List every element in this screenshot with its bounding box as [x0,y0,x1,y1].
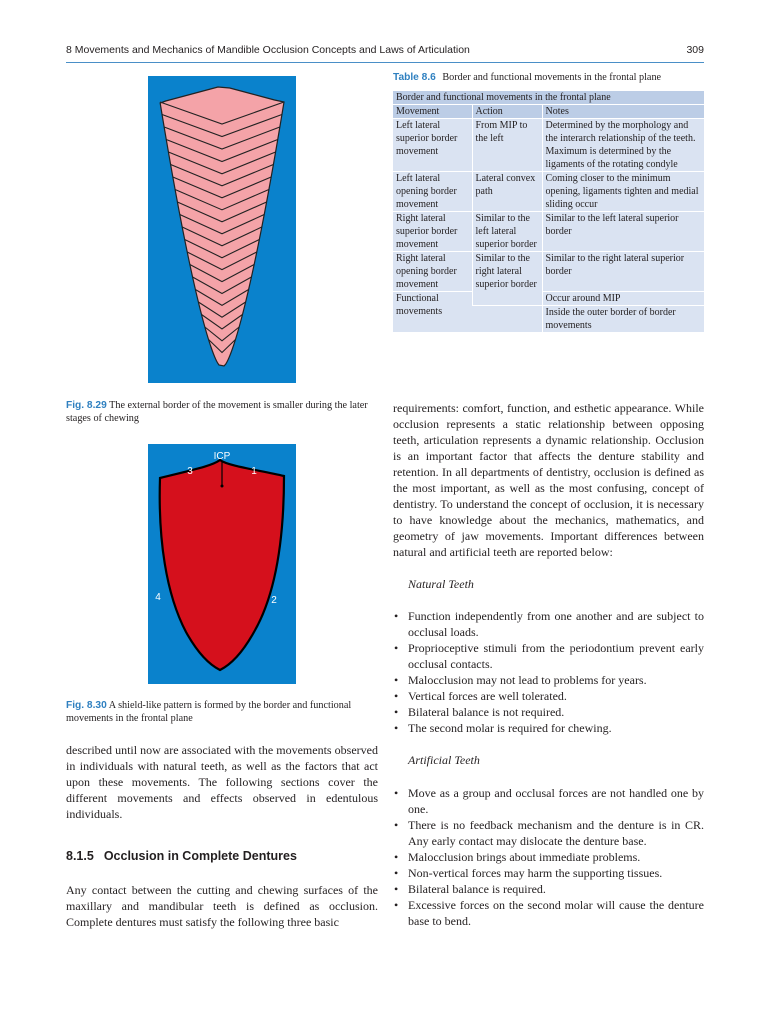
natural-teeth-list [393,608,704,736]
point-label-3: 3 [187,466,193,477]
list-item: • There is no feedback mechanism and the denture is in CR. Any early contact may dislocate the denture base. [393,817,704,849]
list-item: • Move as a group and occlusal forces are not handled one by one. [393,785,704,817]
running-head [66,44,704,62]
table-banner-row [393,91,704,105]
artificial-teeth-list [393,785,704,929]
list-item: • Non-vertical forces may harm the supporting tissues. [393,865,704,881]
cell-notes: Similar to the left lateral superior border [542,212,704,252]
section-number: 8.1.5 [66,849,94,863]
table-row [393,172,704,212]
cell-movement: Left lateral opening border movement [393,172,472,212]
figure-8-30-caption-text: A shield-like pattern is formed by the border and functional movements in the frontal plane [66,700,352,724]
cell-notes: Similar to the right lateral superior border [542,252,704,292]
col-header-movement: Movement [393,105,472,119]
cell-notes: Determined by the morphology and the interarch relationship of the teeth. Maximum is determined by the ligaments of the rotating condyle [542,119,704,172]
paragraph: Any contact between the cutting and chewing surfaces of the maxillary and mandibular teeth is defined as occlusion. Complete dentures must satisfy the following three basic [66,883,378,929]
figure-8-29 [148,76,296,383]
left-paragraph-continued [66,742,378,822]
cell-notes: Inside the outer border of border movements [542,306,704,333]
table-8-6 [393,91,704,332]
artificial-teeth-heading: Artificial Teeth [408,753,480,767]
paragraph: requirements: comfort, function, and esthetic appearance. While occlusion represents a static relationship between opposing teeth, articulation represents a dynamic relationship. Occlusion is an important factor that affects the denture stability and retention. In all departments of dentistry, occlusion is defined as the most important, as well as the most confusing, concept of dentistry. To understand the concept of occlusion, it is necessary to have knowledge about the mechanics, mathematics, and geometry of jaw movements. Important differences between natural and artificial teeth are reported below: [393,401,704,559]
cell-movement: Right lateral superior border movement [393,212,472,252]
col-header-action: Action [472,105,542,119]
figure-8-29-label: Fig. 8.29 [66,400,107,411]
point-label-1: 1 [251,466,257,477]
chapter-title: 8 Movements and Mechanics of Mandible Occlusion Concepts and Laws of Articulation [66,44,470,56]
list-item: • Malocclusion may not lead to problems for years. [393,672,704,688]
page-number: 309 [686,44,704,56]
cell-movement: Functional movements [393,292,472,333]
cell-movement: Left lateral superior border movement [393,119,472,172]
section-title: Occlusion in Complete Dentures [103,849,297,863]
table-row [393,119,704,172]
cell-movement: Right lateral opening border movement [393,252,472,292]
figure-8-29-caption-text: The external border of the movement is smaller during the later stages of chewing [66,400,368,424]
table-8-6-caption-text: Border and functional movements in the frontal plane [442,72,662,83]
list-item: • Function independently from one another and are subject to occlusal loads. [393,608,704,640]
table-8-6-caption [393,72,661,83]
cell-notes: Occur around MIP [542,292,704,306]
cell-action: From MIP to the left [472,119,542,172]
point-label-2: 2 [271,595,277,606]
col-header-notes: Notes [542,105,704,119]
section-heading [66,849,297,863]
icp-point [221,485,224,488]
cell-action: Similar to the right lateral superior border [472,252,542,306]
list-item: • Vertical forces are well tolerated. [393,688,704,704]
table-row [393,292,704,306]
right-paragraph [393,400,704,560]
table-row [393,212,704,252]
shield-pattern-drawing [148,444,296,684]
figure-8-29-caption [66,399,378,425]
left-paragraph-section [66,882,378,930]
list-item: • Bilateral balance is required. [393,881,704,897]
list-item: • Proprioceptive stimuli from the periodontium prevent early occlusal contacts. [393,640,704,672]
list-item: • Bilateral balance is not required. [393,704,704,720]
table-header-row [393,105,704,119]
cell-action: Lateral convex path [472,172,542,212]
paragraph: described until now are associated with the movements observed in individuals with natural teeth, as well as the factors that act upon these movements. The following sections cover the different movements and effects observed in edentulous individuals. [66,743,378,821]
cell-action: Similar to the left lateral superior border [472,212,542,252]
table-8-6-label: Table 8.6 [393,72,436,83]
figure-8-30 [148,444,296,684]
icp-label: ICP [213,451,231,462]
figure-8-30-caption [66,699,378,725]
figure-8-30-label: Fig. 8.30 [66,700,107,711]
table-banner: Border and functional movements in the frontal plane [393,91,704,105]
list-item: • Malocclusion brings about immediate problems. [393,849,704,865]
cell-notes: Coming closer to the minimum opening, ligaments tighten and medial sliding occur [542,172,704,212]
table-row [393,252,704,292]
shield-shape [160,460,284,670]
chevron-outline [160,87,284,366]
header-rule [66,62,704,63]
natural-teeth-heading: Natural Teeth [408,577,474,591]
list-item: • The second molar is required for chewing. [393,720,704,736]
point-label-4: 4 [155,592,161,603]
chevron-pattern-drawing [148,76,296,383]
list-item: • Excessive forces on the second molar will cause the denture base to bend. [393,897,704,929]
cell-action [472,306,542,333]
